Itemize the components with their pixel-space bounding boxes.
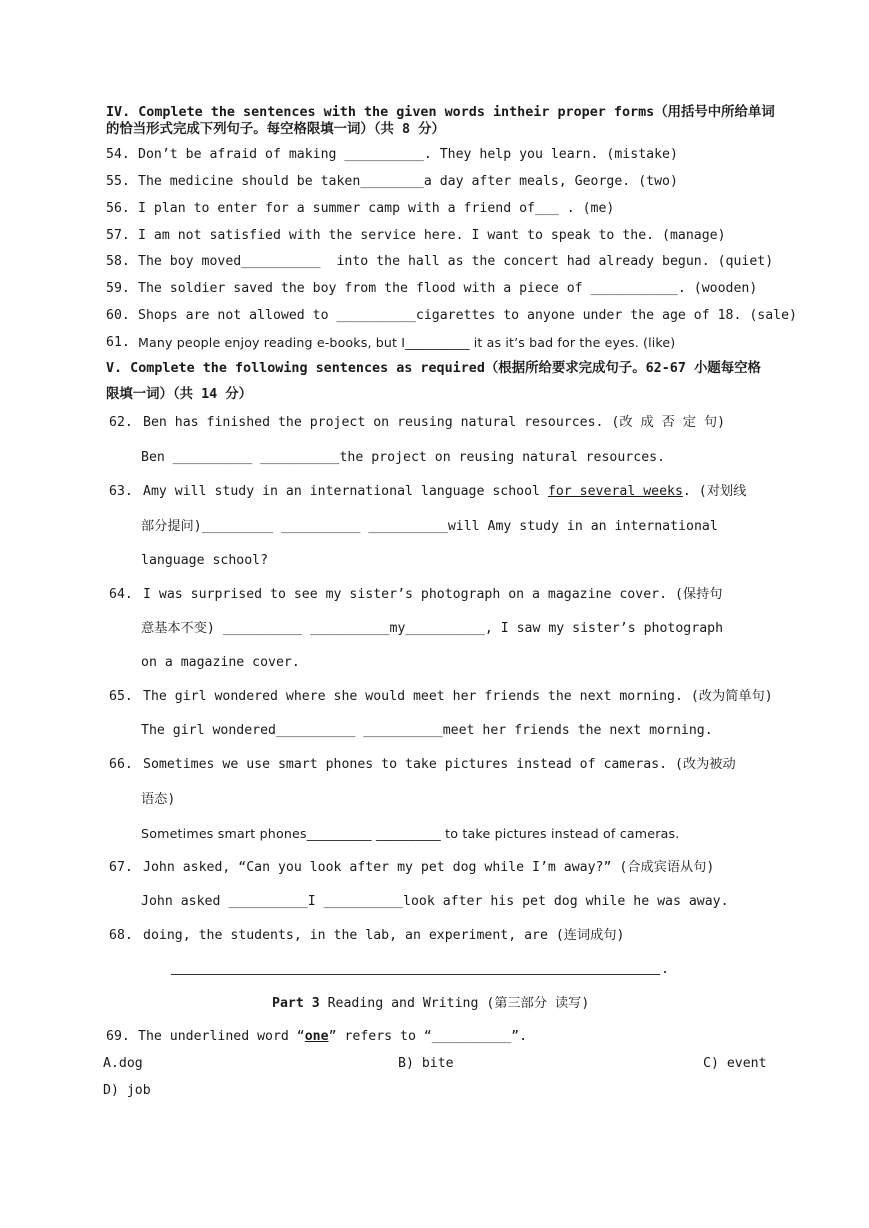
question-68-line1: doing, the students, in the lab, an experiment, are (连词成句) [143,928,625,943]
answer-line [171,974,660,975]
option-a: A.dog [103,1056,143,1071]
question-66-line3: Sometimes smart phones__________ __________ to take pictures instead of cameras. [141,826,680,841]
underlined-word: one [304,1029,329,1044]
option-d: D) job [103,1083,151,1098]
question-60-text: Shops are not allowed to __________cigarettes to anyone under the age of 18. (sale) [138,308,797,323]
question-57-text: I am not satisfied with the service here. I want to speak to the. (manage) [138,228,726,243]
question-54-text: Don’t be afraid of making __________. They help you learn. (mistake) [138,147,678,162]
question-number: 61. [106,335,130,350]
question-number: 62. [109,415,133,430]
question-55-text: The medicine should be taken________a day after meals, George. (two) [138,174,678,189]
question-number: 55. [106,174,130,189]
question-65-line1: The girl wondered where she would meet her friends the next morning. (改为简单句) [143,689,773,704]
question-69-post: ” refers to “__________”. [328,1029,528,1044]
question-number: 65. [109,689,133,704]
question-63-line1 [143,483,746,501]
question-number: 66. [109,757,133,772]
question-59-text: The soldier saved the boy from the flood with a piece of ___________. (wooden) [138,281,758,296]
question-66-line2: 语态) [141,792,176,807]
question-56-text: I plan to enter for a summer camp with a friend of___ . (me) [138,201,615,216]
part3-heading [272,995,589,1013]
question-63-text: Amy will study in an international language school [143,484,548,499]
question-62-line1: Ben has finished the project on reusing natural resources. (改 成 否 定 句) [143,415,726,430]
question-number: 69. [106,1029,130,1044]
question-number: 63. [109,484,133,499]
question-63-line2: 部分提问)_________ __________ __________will Amy study in an international [141,519,718,534]
question-number: 57. [106,228,130,243]
option-b: B) bite [398,1056,454,1071]
question-69-pre: The underlined word “ [138,1029,305,1044]
underlined-phrase: for several weeks [547,484,683,499]
question-64-line2: 意基本不变) __________ __________my__________, I saw my sister’s photograph [141,621,724,636]
question-64-line3: on a magazine cover. [141,655,300,670]
question-number: 60. [106,308,130,323]
answer-line-end: . [661,962,669,977]
question-58-text: The boy moved__________ into the hall as the concert had already begun. (quiet) [138,254,774,269]
question-number: 56. [106,201,130,216]
section5-title-line2: 限填一词）（共 14 分） [106,387,253,402]
section4-title-line2: 的恰当形式完成下列句子。每空格限填一词）（共 8 分） [106,122,445,137]
question-63-instruction: . (对划线 [682,484,747,499]
part3-title: Reading and Writing (第三部分 读写) [319,996,590,1011]
question-63-line3: language school? [141,553,269,568]
question-69-text [138,1028,527,1046]
question-67-line1: John asked, “Can you look after my pet dog while I’m away?” (合成宾语从句) [143,860,715,875]
option-c: C) event [703,1056,767,1071]
question-65-line2: The girl wondered__________ __________meet her friends the next morning. [141,723,713,738]
question-number: 64. [109,587,133,602]
question-number: 59. [106,281,130,296]
section5-title-line1: V. Complete the following sentences as required（根据所给要求完成句子。62-67 小题每空格 [106,361,761,376]
question-number: 58. [106,254,130,269]
question-67-line2: John asked __________I __________look after his pet dog while he was away. [141,894,729,909]
question-64-line1: I was surprised to see my sister’s photograph on a magazine cover. (保持句 [143,587,723,602]
part3-label: Part 3 [272,996,320,1011]
question-62-line2: Ben __________ __________the project on reusing natural resources. [141,450,666,465]
question-number: 68. [109,928,133,943]
question-number: 54. [106,147,130,162]
question-61-text: Many people enjoy reading e-books, but I__________ it as it’s bad for the eyes. (like) [138,335,676,350]
question-66-line1: Sometimes we use smart phones to take pictures instead of cameras. (改为被动 [143,757,736,772]
section4-title-line1: IV. Complete the sentences with the given words intheir proper forms（用括号中所给单词 [106,105,775,120]
question-number: 67. [109,860,133,875]
